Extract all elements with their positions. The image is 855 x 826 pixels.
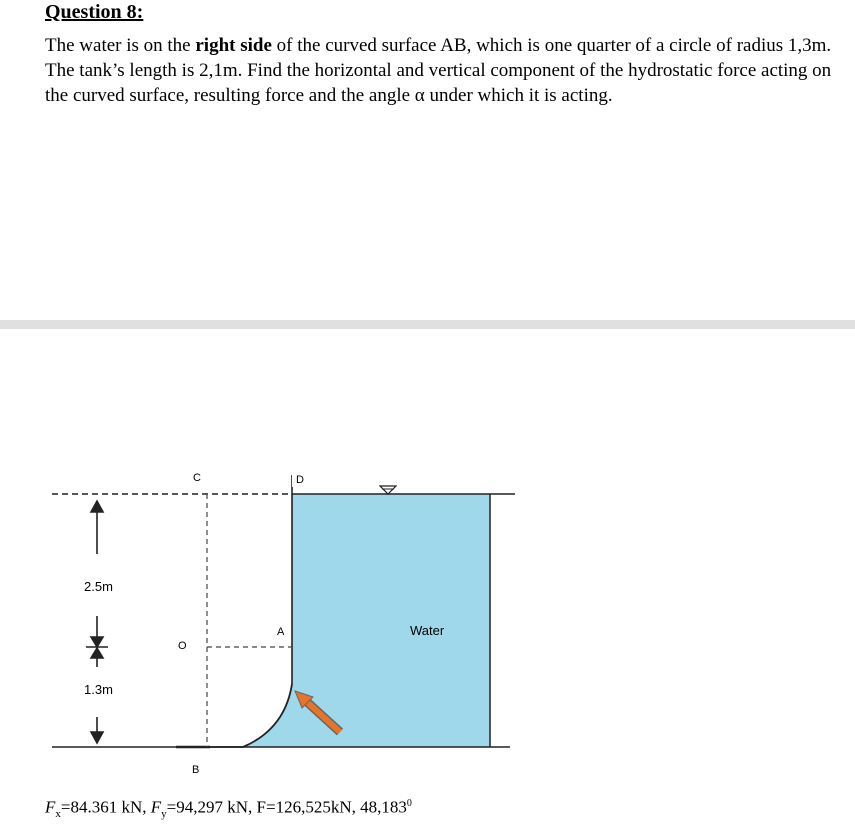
question-title: Question 8:	[45, 1, 144, 23]
section-divider	[0, 320, 855, 329]
label-dim-1-3m: 1.3m	[84, 682, 113, 697]
tank-diagram	[0, 329, 855, 789]
label-b: B	[192, 764, 200, 776]
problem-text-2: of the curved surface AB, which is one quarter of a circle of radius 1,3m. The tank’s length is 2,1m. Find the horizontal and vertical component of the hydrostatic force acting on the curved surface, resulting force and the angle α under which it is acting.	[45, 35, 832, 106]
label-c: C	[193, 472, 201, 484]
label-water: Water	[410, 623, 445, 638]
label-d: D	[296, 474, 304, 486]
label-a: A	[277, 626, 285, 638]
label-dim-2-5m: 2.5m	[84, 579, 113, 594]
answer-line: $F_x=84.361$ kN, $F_y=94,297$ kN, F=126,525kN, 48,183$^0$	[45, 797, 412, 821]
problem-emphasis: right side	[195, 35, 272, 56]
problem-text-1: The water is on the	[45, 35, 196, 56]
water-region	[243, 494, 490, 747]
problem-statement	[45, 33, 840, 108]
water-level-icon	[380, 486, 396, 494]
dimension-arrows	[86, 501, 108, 743]
label-o: O	[178, 640, 187, 652]
